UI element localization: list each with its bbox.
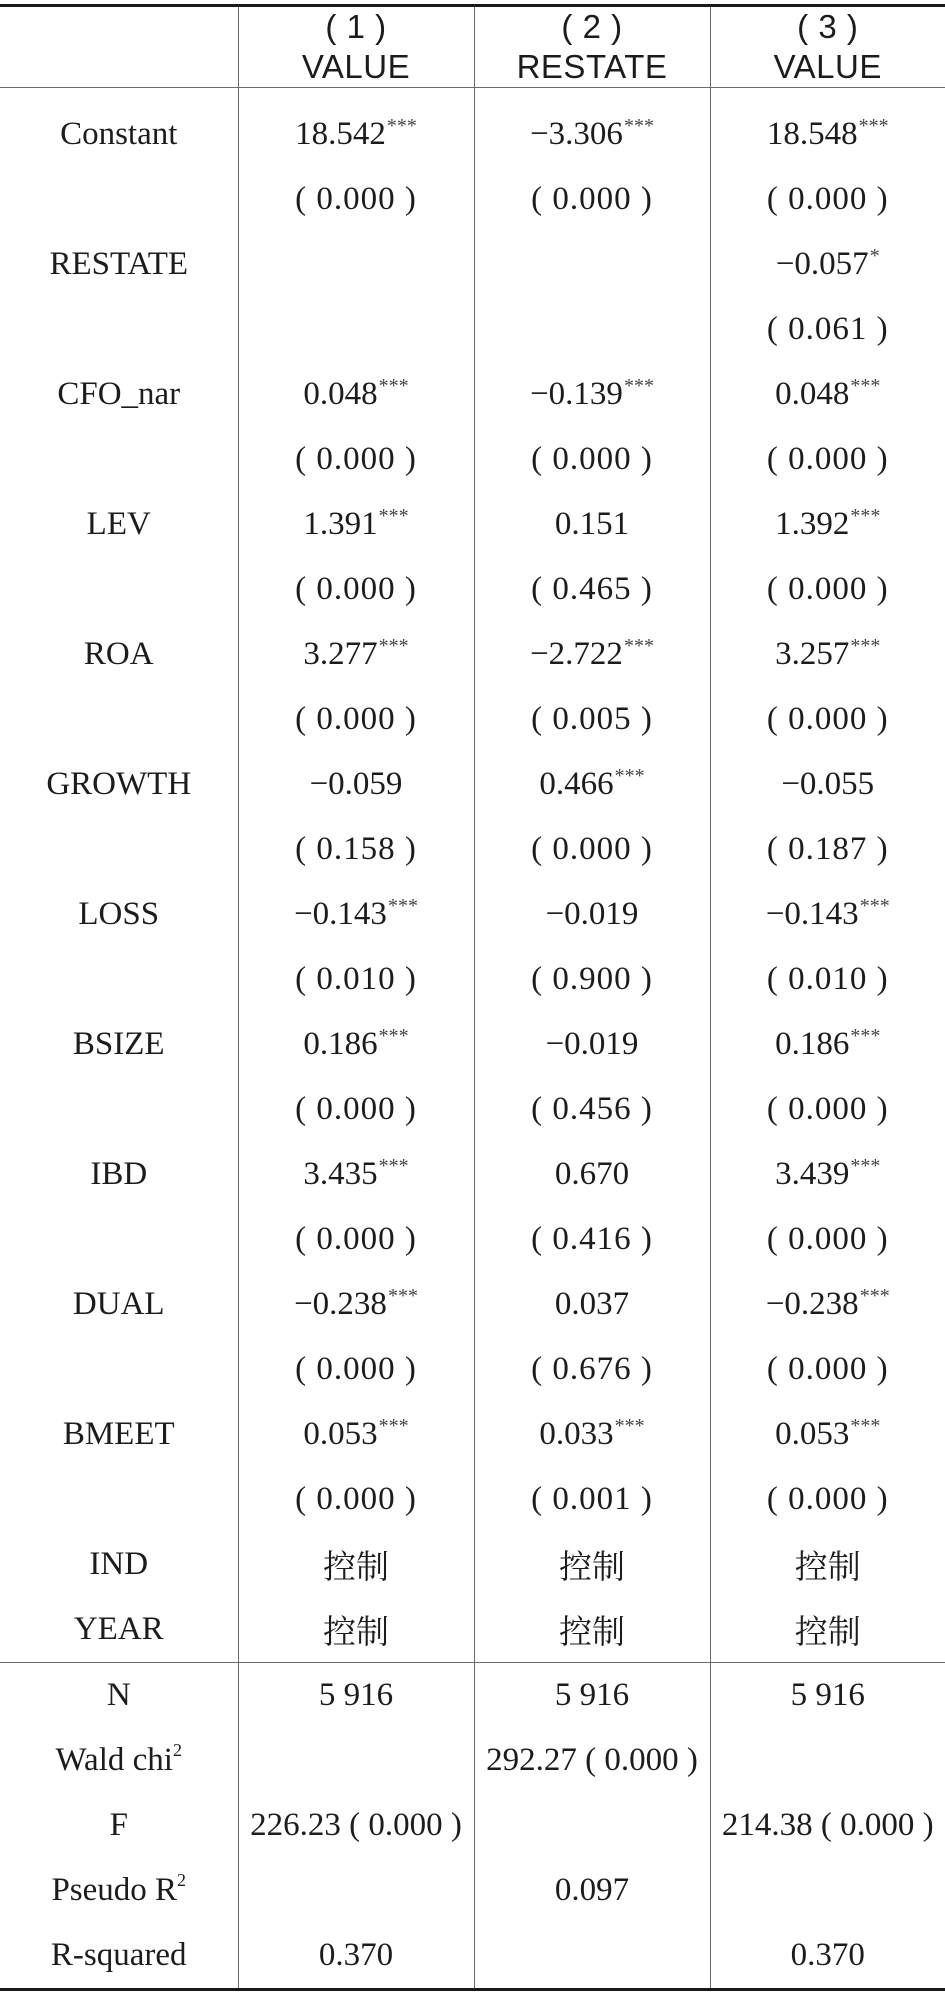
stats-row (0, 1858, 945, 1923)
pvalue-row (0, 167, 945, 232)
pvalue-cell: ( 0.061 ) (710, 297, 945, 362)
coef-cell: −0.019 (474, 882, 710, 947)
pvalue-cell: ( 0.000 ) (238, 1077, 474, 1142)
row-label: IND (89, 1546, 149, 1582)
stat-cell: 0.370 (238, 1923, 474, 1990)
table-row (0, 1272, 945, 1337)
coef-cell: 3.439*** (710, 1142, 945, 1207)
pvalue-cell: ( 0.000 ) (238, 687, 474, 752)
pvalue-cell: ( 0.416 ) (474, 1207, 710, 1272)
pvalue-cell: ( 0.000 ) (710, 167, 945, 232)
pvalue-row (0, 1337, 945, 1402)
header-col-3: ( 3 ) VALUE (710, 6, 945, 88)
row-label: Constant (60, 116, 178, 152)
coef-cell: −0.139*** (474, 362, 710, 427)
header-col-1: ( 1 ) VALUE (238, 6, 474, 88)
row-label: GROWTH (46, 766, 192, 802)
table-row (0, 882, 945, 947)
pvalue-row (0, 1207, 945, 1272)
coef-cell: 0.053*** (238, 1402, 474, 1467)
row-label: Wald chi$^2$ (55, 1740, 182, 1778)
table-row (0, 88, 945, 168)
stats-row (0, 1728, 945, 1793)
coef-cell: 0.670 (474, 1142, 710, 1207)
pvalue-cell: ( 0.010 ) (238, 947, 474, 1012)
table-row (0, 752, 945, 817)
pvalue-cell: ( 0.000 ) (238, 167, 474, 232)
pvalue-cell: ( 0.005 ) (474, 687, 710, 752)
pvalue-cell: ( 0.000 ) (710, 687, 945, 752)
stat-cell: 214.38 ( 0.000 ) (710, 1793, 945, 1858)
control-cell: 控制 (474, 1597, 710, 1663)
control-cell: 控制 (710, 1597, 945, 1663)
pvalue-cell: ( 0.456 ) (474, 1077, 710, 1142)
stat-cell: 5 916 (710, 1663, 945, 1729)
row-label: F (109, 1807, 128, 1843)
stat-cell: 0.097 (474, 1858, 710, 1923)
stat-cell: 5 916 (474, 1663, 710, 1729)
coef-cell: 3.257*** (710, 622, 945, 687)
coef-cell: −2.722*** (474, 622, 710, 687)
coef-cell: 0.466*** (474, 752, 710, 817)
pvalue-cell: ( 0.158 ) (238, 817, 474, 882)
pvalue-cell: ( 0.000 ) (238, 1207, 474, 1272)
row-label: BMEET (62, 1416, 175, 1452)
header-row (0, 6, 945, 88)
table-row (0, 492, 945, 557)
coef-cell: −0.019 (474, 1012, 710, 1077)
pvalue-cell: ( 0.000 ) (710, 427, 945, 492)
pvalue-cell: ( 0.000 ) (710, 1337, 945, 1402)
stats-row (0, 1663, 945, 1729)
row-label: LEV (86, 506, 151, 542)
coef-cell: −0.055 (710, 752, 945, 817)
coef-cell: −3.306*** (474, 88, 710, 168)
coef-cell: 1.391*** (238, 492, 474, 557)
coef-cell: −0.238*** (238, 1272, 474, 1337)
coef-cell: −0.238*** (710, 1272, 945, 1337)
coef-cell: 0.033*** (474, 1402, 710, 1467)
coef-cell: −0.057* (710, 232, 945, 297)
coef-cell: −0.143*** (238, 882, 474, 947)
coef-cell: 0.048*** (710, 362, 945, 427)
row-label: RESTATE (49, 246, 189, 282)
pvalue-cell: ( 0.187 ) (710, 817, 945, 882)
row-label: YEAR (73, 1611, 164, 1647)
row-label: BSIZE (72, 1026, 165, 1062)
control-cell: 控制 (238, 1532, 474, 1597)
pvalue-cell: ( 0.676 ) (474, 1337, 710, 1402)
pvalue-cell: ( 0.900 ) (474, 947, 710, 1012)
coef-cell: 1.392*** (710, 492, 945, 557)
pvalue-row (0, 427, 945, 492)
row-label: ROA (83, 636, 154, 672)
pvalue-row (0, 1467, 945, 1532)
coef-cell: 0.186*** (238, 1012, 474, 1077)
coef-cell: 0.053*** (710, 1402, 945, 1467)
table-row (0, 1402, 945, 1467)
stats-row (0, 1793, 945, 1858)
row-label: N (0, 1663, 238, 1729)
header-blank (0, 6, 238, 88)
row-label: R-squared (0, 1923, 238, 1990)
pvalue-cell: ( 0.000 ) (474, 817, 710, 882)
row-label: Pseudo $R^2$ (51, 1870, 187, 1908)
coef-cell: 0.186*** (710, 1012, 945, 1077)
stats-row (0, 1923, 945, 1990)
row-label: LOSS (78, 896, 160, 932)
row-label: DUAL (72, 1286, 165, 1322)
pvalue-row (0, 1077, 945, 1142)
pvalue-cell: ( 0.000 ) (238, 1467, 474, 1532)
pvalue-cell: ( 0.010 ) (710, 947, 945, 1012)
table-row (0, 362, 945, 427)
coef-cell: 18.542*** (238, 88, 474, 168)
table-row (0, 1142, 945, 1207)
pvalue-cell: ( 0.000 ) (710, 557, 945, 622)
table-row (0, 1012, 945, 1077)
table-row (0, 1597, 945, 1663)
table-row (0, 1532, 945, 1597)
pvalue-row (0, 817, 945, 882)
pvalue-cell: ( 0.000 ) (238, 427, 474, 492)
pvalue-cell: ( 0.001 ) (474, 1467, 710, 1532)
control-cell: 控制 (710, 1532, 945, 1597)
coef-cell: 3.277*** (238, 622, 474, 687)
regression-table (0, 4, 945, 1991)
coef-cell: 0.037 (474, 1272, 710, 1337)
row-label: IBD (90, 1156, 148, 1192)
pvalue-cell: ( 0.000 ) (710, 1077, 945, 1142)
pvalue-cell: ( 0.000 ) (474, 167, 710, 232)
stat-cell: 226.23 ( 0.000 ) (238, 1793, 474, 1858)
table-row (0, 622, 945, 687)
coef-cell: 18.548*** (710, 88, 945, 168)
control-cell: 控制 (238, 1597, 474, 1663)
coef-cell: −0.143*** (710, 882, 945, 947)
row-label: CFO_nar (57, 376, 181, 412)
pvalue-row (0, 687, 945, 752)
coef-cell: −0.059 (238, 752, 474, 817)
pvalue-cell: ( 0.000 ) (710, 1467, 945, 1532)
coef-cell: 3.435*** (238, 1142, 474, 1207)
pvalue-cell: ( 0.000 ) (474, 427, 710, 492)
stat-cell: 0.370 (710, 1923, 945, 1990)
pvalue-cell: ( 0.000 ) (710, 1207, 945, 1272)
pvalue-row (0, 557, 945, 622)
pvalue-cell: ( 0.000 ) (238, 1337, 474, 1402)
coef-cell: 0.048*** (238, 362, 474, 427)
header-col-2: ( 2 ) RESTATE (474, 6, 710, 88)
stat-cell: 292.27 ( 0.000 ) (474, 1728, 710, 1793)
pvalue-cell: ( 0.000 ) (238, 557, 474, 622)
pvalue-row (0, 297, 945, 362)
control-cell: 控制 (474, 1532, 710, 1597)
pvalue-row (0, 947, 945, 1012)
table-row (0, 232, 945, 297)
coef-cell: 0.151 (474, 492, 710, 557)
stat-cell: 5 916 (238, 1663, 474, 1729)
pvalue-cell: ( 0.465 ) (474, 557, 710, 622)
